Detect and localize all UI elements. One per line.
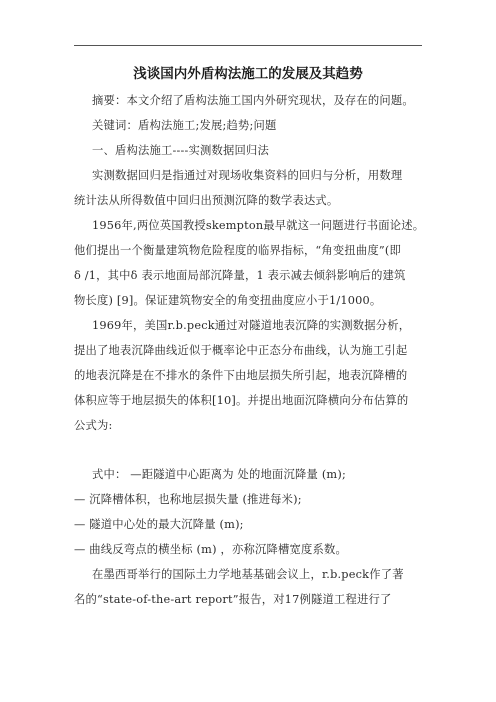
paragraph-line: 的地表沉降是在不排水的条件下由地层损失所引起，地表沉降槽的 bbox=[74, 369, 408, 382]
paragraph-line: 在墨西哥举行的国际土力学地基基础会议上，r.b.peck作了著 bbox=[92, 568, 404, 581]
paragraph-line: 实测数据回归是指通过对现场收集资料的回归与分析，用数理 bbox=[92, 169, 403, 182]
paragraph-line: 他们提出一个衡量建筑物危险程度的临界指标，“角变扭曲度”(即 bbox=[74, 244, 401, 257]
formula-legend-line: 式中： —距隧道中心距离为 处的地面沉降量 (m); bbox=[92, 468, 346, 481]
abstract-line: 摘要：本文介绍了盾构法施工国内外研究现状，及存在的问题。 bbox=[92, 94, 414, 107]
paragraph-line: 物长度) [9]。保证建筑物安全的角变扭曲度应小于1/1000。 bbox=[74, 294, 382, 307]
formula-legend-line: — 沉降槽体积，也称地层损失量 (推进每米); bbox=[74, 493, 302, 506]
paragraph-line: 统计法从所得数值中回归出预测沉降的数学表达式。 bbox=[74, 194, 339, 207]
keywords-line: 关键词：盾构法施工;发展;趋势;问题 bbox=[92, 119, 277, 132]
paragraph-line: 体积应等于地层损失的体积[10]。并提出地面沉降横向分布估算的 bbox=[74, 394, 409, 407]
section-heading: 一、盾构法施工----实测数据回归法 bbox=[92, 144, 270, 157]
formula-legend-line: — 曲线反弯点的横坐标 (m) ，亦称沉降槽宽度系数。 bbox=[74, 543, 347, 556]
paragraph-line: 提出了地表沉降曲线近似于概率论中正态分布曲线，认为施工引起 bbox=[74, 344, 408, 357]
paragraph-line: 1969年，美国r.b.peck通过对隧道地表沉降的实测数据分析， bbox=[92, 319, 411, 332]
paragraph-line: 公式为: bbox=[74, 419, 113, 432]
header-rule bbox=[74, 45, 422, 46]
document-title: 浅谈国内外盾构法施工的发展及其趋势 bbox=[133, 66, 363, 82]
formula-legend-line: — 隧道中心处的最大沉降量 (m); bbox=[74, 518, 244, 531]
paragraph-line: 名的“state-of-the-art report”报告，对17例隧道工程进行了 bbox=[74, 593, 392, 606]
paragraph-line: 1956年,两位英国教授skempton最早就这一问题进行书面论述。 bbox=[92, 219, 425, 232]
paragraph-line: δ /1，其中δ 表示地面局部沉降量，1 表示减去倾斜影响后的建筑 bbox=[74, 269, 406, 282]
